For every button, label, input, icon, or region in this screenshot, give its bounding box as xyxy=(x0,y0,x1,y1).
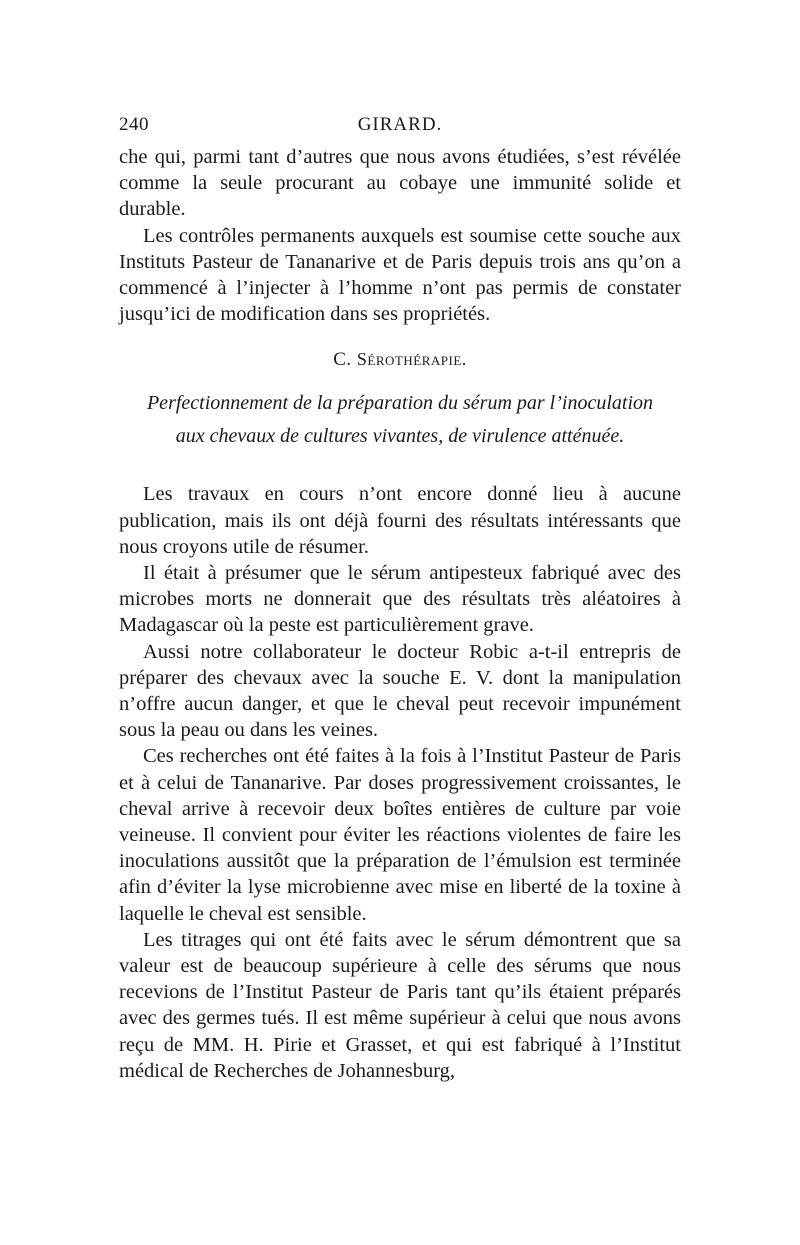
page-number: 240 xyxy=(119,114,149,135)
running-title: GIRARD. xyxy=(357,114,443,135)
section-heading xyxy=(119,349,681,371)
book-page xyxy=(119,114,681,1084)
subtitle-line-1: Perfectionnement de la préparation du sérum par l’inoculation xyxy=(146,392,654,415)
paragraph-continuation: che qui, parmi tant d’autres que nous avons étudiées, s’est révélée comme la seule procurant au cobaye une immunité solide et durable. xyxy=(119,146,681,221)
subtitle-line-2: aux chevaux de cultures vivantes, de virulence atténuée. xyxy=(175,425,625,448)
paragraph-travaux: Les travaux en cours n’ont encore donné lieu à aucune publication, mais ils ont déjà fourni des résultats intéressants que nous croyons utile de résumer. xyxy=(119,483,681,558)
paragraph-recherches: Ces recherches ont été faites à la fois à l’Institut Pasteur de Paris et à celui de Tananarive. Par doses progressivement croissantes, le cheval arrive à recevoir deux boîtes entières de culture par voie veineuse. Il convient pour éviter les réactions violentes de faire les inoculations aussitôt que la préparation de l’émulsion est terminée afin d’éviter la lyse microbienne avec mise en liberté de la toxine à laquelle le cheval est sensible. xyxy=(119,745,681,925)
paragraph-controls: Les contrôles permanents auxquels est soumise cette souche aux Instituts Pasteur de Tananarive et de Paris depuis trois ans qu’on a commencé à l’injecter à l’homme n’ont pas permis de constater jusqu’ici de modification dans ses propriétés. xyxy=(119,224,681,326)
paragraph-presumer: Il était à présumer que le sérum antipesteux fabriqué avec des microbes morts ne donnerait que des résultats très aléatoires à Madagascar où la peste est particulièrement grave. xyxy=(119,562,681,637)
section-letter: C. xyxy=(333,349,352,371)
paragraph-robic: Aussi notre collaborateur le docteur Robic a-t-il entrepris de préparer des chevaux avec la souche E. V. dont la manipulation n’offre aucun danger, et que le cheval peut recevoir impunément sous la peau ou dans les veines. xyxy=(119,640,681,742)
section-subtitle xyxy=(119,387,681,453)
paragraph-titrages: Les titrages qui ont été faits avec le sérum démontrent que sa valeur est de beaucoup supérieure à celle des sérums que nous recevions de l’Institut Pasteur de Paris tant qu’ils étaient préparés avec des germes tués. Il est même supérieur à celui que nous avons reçu de MM. H. Pirie et Grasset, et qui est fabriqué à l’Institut médical de Recherches de Johannesburg, xyxy=(119,928,681,1082)
section-title: Sérothérapie. xyxy=(356,349,467,370)
running-head xyxy=(119,114,681,144)
